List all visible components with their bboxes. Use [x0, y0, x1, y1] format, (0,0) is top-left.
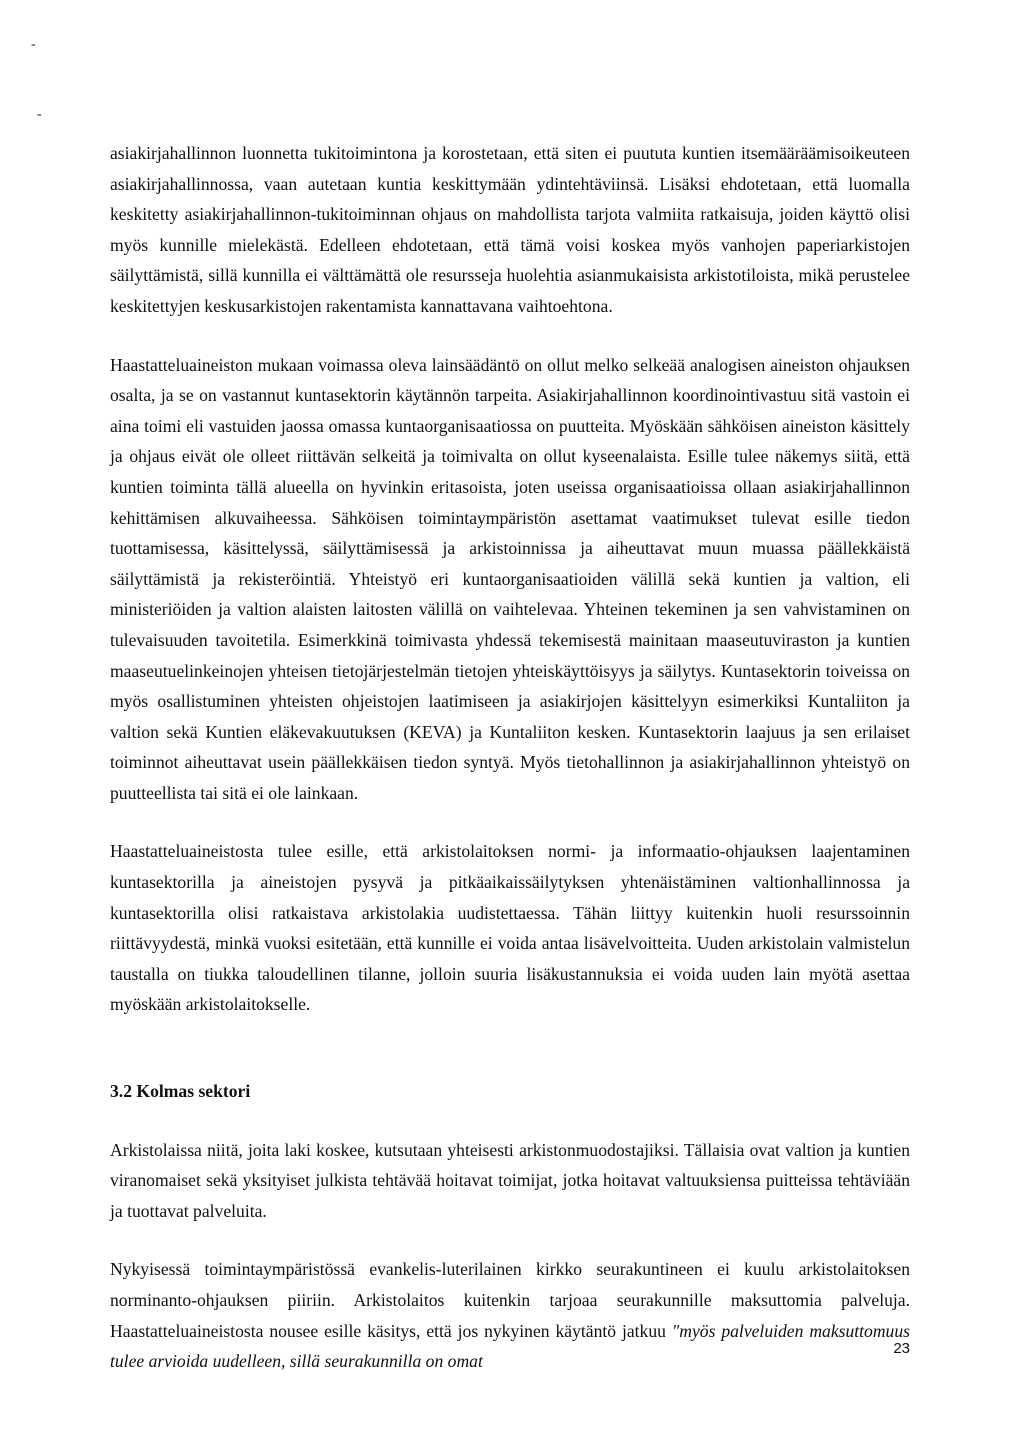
- scan-speck: -: [37, 107, 42, 122]
- document-body: [110, 138, 910, 1377]
- paragraph: Haastatteluaineiston mukaan voimassa oleva lainsäädäntö on ollut melko selkeää analogisen aineiston ohjauksen osalta, ja se on vastannut kuntasektorin käytännön tarpeita. Asiakirjahallinnon koordinointivastuu sitä vastoin ei aina toimi eli vastuiden jaossa omassa kuntaorganisaatiossa on puutteita. Myöskään sähköisen aineiston käsittely ja ohjaus eivät ole olleet riittävän selkeitä ja toimivalta on ollut kyseenalaista. Esille tulee näkemys siitä, että kuntien toiminta tällä alueella on hyvinkin eritasoista, joten useissa organisaatioissa ollaan asiakirjahallinnon kehittämisen alkuvaiheessa. Sähköisen toimintaympäristön asettamat vaatimukset tulevat esille tiedon tuottamisessa, käsittelyssä, säilyttämisessä ja arkistoinnissa ja aiheuttavat muun muassa päällekkäistä säilyttämistä ja rekisteröintiä. Yhteistyö eri kuntaorganisaatioiden välillä sekä kuntien ja valtion, eli ministeriöiden ja valtion alaisten laitosten välillä on vaihtelevaa. Yhteinen tekeminen ja sen vahvistaminen on tulevaisuuden tavoitetila. Esimerkkinä toimivasta yhdessä tekemisestä mainitaan maaseutuviraston ja kuntien maaseutuelinkeinojen yhteisen tietojärjestelmän tietojen yhteiskäyttöisyys ja säilytys. Kuntasektorin toiveissa on myös osallistuminen yhteisten ohjeistojen laatimiseen ja asiakirjojen käsittelyyn esimerkiksi Kuntaliiton ja valtion sekä Kuntien eläkevakuutuksen (KEVA) ja Kuntaliiton kesken. Kuntasektorin laajuus ja sen erilaiset toiminnot aiheuttavat usein päällekkäisen tiedon syntyä. Myös tietohallinnon ja asiakirjahallinnon yhteistyö on puutteellista tai sitä ei ole lainkaan.: [110, 354, 910, 803]
- paragraph-text: Nykyisessä toimintaympäristössä evankelis-luterilainen kirkko seurakuntineen ei kuulu arkistolaitoksen norminanto-ohjauksen piiriin. Arkistolaitos kuitenkin tarjoaa seurakunnille maksuttomia palveluja. Haastatteluaineistosta nousee esille käsitys, että jos nykyinen käytäntö jatkuu: [110, 1259, 910, 1341]
- paragraph: [110, 1254, 910, 1376]
- quotation-text: "myös palveluiden maksuttomuus tulee arvioida uudelleen, sillä seurakunnilla on omat: [110, 1320, 911, 1372]
- page-number: 23: [893, 1340, 910, 1357]
- paragraph: asiakirjahallinnon luonnetta tukitoimintona ja korostetaan, että siten ei puututa kuntien itsemääräämisoikeuteen asiakirjahallinnossa, vaan autetaan kuntia keskittymään ydintehtäviinsä. Lisäksi ehdotetaan, että luomalla keskitetty asiakirjahallinnon-tukitoiminnan ohjaus on mahdollista tarjota valmiita ratkaisuja, joiden käyttö olisi myös kunnille mielekästä. Edelleen ehdotetaan, että tämä voisi koskea myös vanhojen paperiarkistojen säilyttämistä, sillä kunnilla ei välttämättä ole resursseja huolehtia asianmukaisista arkistotiloista, mikä perustelee keskitettyjen keskusarkistojen rakentamista kannattavana vaihtoehtona.: [110, 143, 910, 316]
- section-heading: 3.2 Kolmas sektori: [110, 1081, 251, 1102]
- paragraph: Arkistolaissa niitä, joita laki koskee, kutsutaan yhteisesti arkistonmuodostajiksi. Tällaisia ovat valtion ja kuntien viranomaiset sekä yksityiset julkista tehtävää hoitavat toimijat, jotka hoitavat valtuuksiensa puitteissa tehtäviään ja tuottavat palveluita.: [110, 1139, 910, 1221]
- scan-speck: -: [31, 37, 36, 52]
- paragraph: Haastatteluaineistosta tulee esille, että arkistolaitoksen normi- ja informaatio-ohjauksen laajentaminen kuntasektorilla ja aineistojen pysyvä ja pitkäaikaissäilytyksen yhtenäistäminen valtionhallinnossa ja kuntasektorilla olisi ratkaistava arkistolakia uudistettaessa. Tähän liittyy kuitenkin huoli resurssoinnin riittävyydestä, minkä vuoksi esitetään, että kunnille ei voida antaa lisävelvoitteita. Uuden arkistolain valmistelun taustalla on tiukka taloudellinen tilanne, jolloin suuria lisäkustannuksia ei voida uuden lain myötä asettaa myöskään arkistolaitokselle.: [110, 841, 910, 1015]
